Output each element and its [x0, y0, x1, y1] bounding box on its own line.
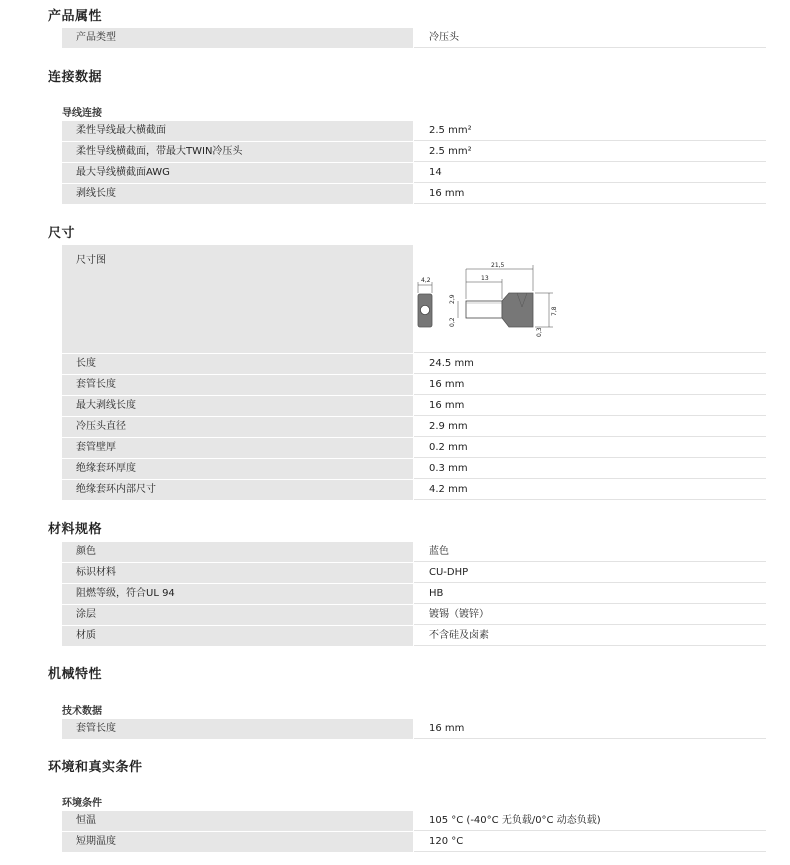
dim-outer-label: 4,2	[421, 277, 431, 284]
dim-total-label: 21,5	[491, 262, 505, 269]
row-key: 长度	[62, 354, 413, 374]
table-row	[62, 584, 766, 605]
table-row	[62, 354, 766, 375]
row-value: 120 °C	[414, 832, 766, 852]
table-row	[62, 563, 766, 584]
table-row	[62, 811, 766, 832]
table-row	[62, 396, 766, 417]
subsection-title-tech-data: 技术数据	[62, 706, 102, 717]
row-key: 冷压头直径	[62, 417, 413, 437]
row-key: 最大导线横截面AWG	[62, 163, 413, 183]
table-row	[62, 184, 766, 205]
row-value: 不含硅及卤素	[414, 626, 766, 646]
table-material	[62, 542, 766, 647]
row-value: 0.3 mm	[414, 459, 766, 479]
row-key: 柔性导线最大横截面	[62, 121, 413, 141]
row-key: 套管壁厚	[62, 438, 413, 458]
dim-dia-label: 2,9	[449, 294, 456, 304]
table-row	[62, 28, 766, 49]
row-key: 套管长度	[62, 719, 413, 739]
drawing-row	[62, 245, 766, 353]
table-dimensions	[62, 245, 766, 501]
row-value: 冷压头	[414, 28, 766, 48]
ferrule-dimension-drawing	[414, 245, 766, 353]
row-value: 0.2 mm	[414, 438, 766, 458]
table-row	[62, 626, 766, 647]
row-value: 16 mm	[414, 719, 766, 739]
row-value: 镀锡（镀锌）	[414, 605, 766, 625]
row-key: 恒温	[62, 811, 413, 831]
table-row	[62, 719, 766, 740]
table-row	[62, 121, 766, 142]
row-key: 阻燃等级，符合UL 94	[62, 584, 413, 604]
table-row	[62, 605, 766, 626]
row-key: 最大剥线长度	[62, 396, 413, 416]
row-value: 105 °C (-40°C 无负载/0°C 动态负载)	[414, 811, 766, 831]
table-row	[62, 459, 766, 480]
subsection-title-wire-connection: 导线连接	[62, 108, 102, 119]
row-value: 16 mm	[414, 396, 766, 416]
table-row	[62, 542, 766, 563]
row-value: HB	[414, 584, 766, 604]
row-key: 材质	[62, 626, 413, 646]
row-key: 颜色	[62, 542, 413, 562]
row-value: 蓝色	[414, 542, 766, 562]
section-title-connection: 连接数据	[48, 70, 103, 85]
row-key: 涂层	[62, 605, 413, 625]
dimension-drawing-cell	[414, 245, 766, 353]
row-value: CU-DHP	[414, 563, 766, 583]
subsection-title-env-conditions: 环境条件	[62, 798, 102, 809]
section-title-dimensions: 尺寸	[48, 226, 76, 241]
table-row	[62, 142, 766, 163]
table-row	[62, 375, 766, 396]
table-row	[62, 163, 766, 184]
row-value: 16 mm	[414, 184, 766, 204]
row-value: 24.5 mm	[414, 354, 766, 374]
row-key: 标识材料	[62, 563, 413, 583]
dim-insul-label: 0,3	[536, 327, 543, 337]
section-title-mechanical: 机械特性	[48, 667, 103, 682]
table-row	[62, 480, 766, 501]
row-key: 套管长度	[62, 375, 413, 395]
row-value: 14	[414, 163, 766, 183]
table-product-props	[62, 28, 766, 49]
row-key: 短期温度	[62, 832, 413, 852]
dim-wall-label: 0,2	[449, 317, 456, 327]
row-key: 尺寸图	[62, 245, 413, 353]
table-row	[62, 832, 766, 853]
row-value: 2.5 mm²	[414, 142, 766, 162]
table-row	[62, 417, 766, 438]
dim-sleeve-label: 13	[481, 275, 489, 282]
row-key: 产品类型	[62, 28, 413, 48]
section-title-environment: 环境和真实条件	[48, 760, 143, 775]
row-key: 剥线长度	[62, 184, 413, 204]
section-title-product-props: 产品属性	[48, 9, 103, 24]
table-row	[62, 438, 766, 459]
table-mechanical	[62, 719, 766, 740]
table-connection	[62, 121, 766, 205]
dim-collar-label: 7,8	[551, 306, 558, 316]
row-value: 2.9 mm	[414, 417, 766, 437]
row-value: 2.5 mm²	[414, 121, 766, 141]
row-value: 4.2 mm	[414, 480, 766, 500]
section-title-material: 材料规格	[48, 522, 103, 537]
row-key: 绝缘套环内部尺寸	[62, 480, 413, 500]
row-value: 16 mm	[414, 375, 766, 395]
table-environment	[62, 811, 766, 853]
row-key: 绝缘套环厚度	[62, 459, 413, 479]
row-key: 柔性导线横截面，带最大TWIN冷压头	[62, 142, 413, 162]
